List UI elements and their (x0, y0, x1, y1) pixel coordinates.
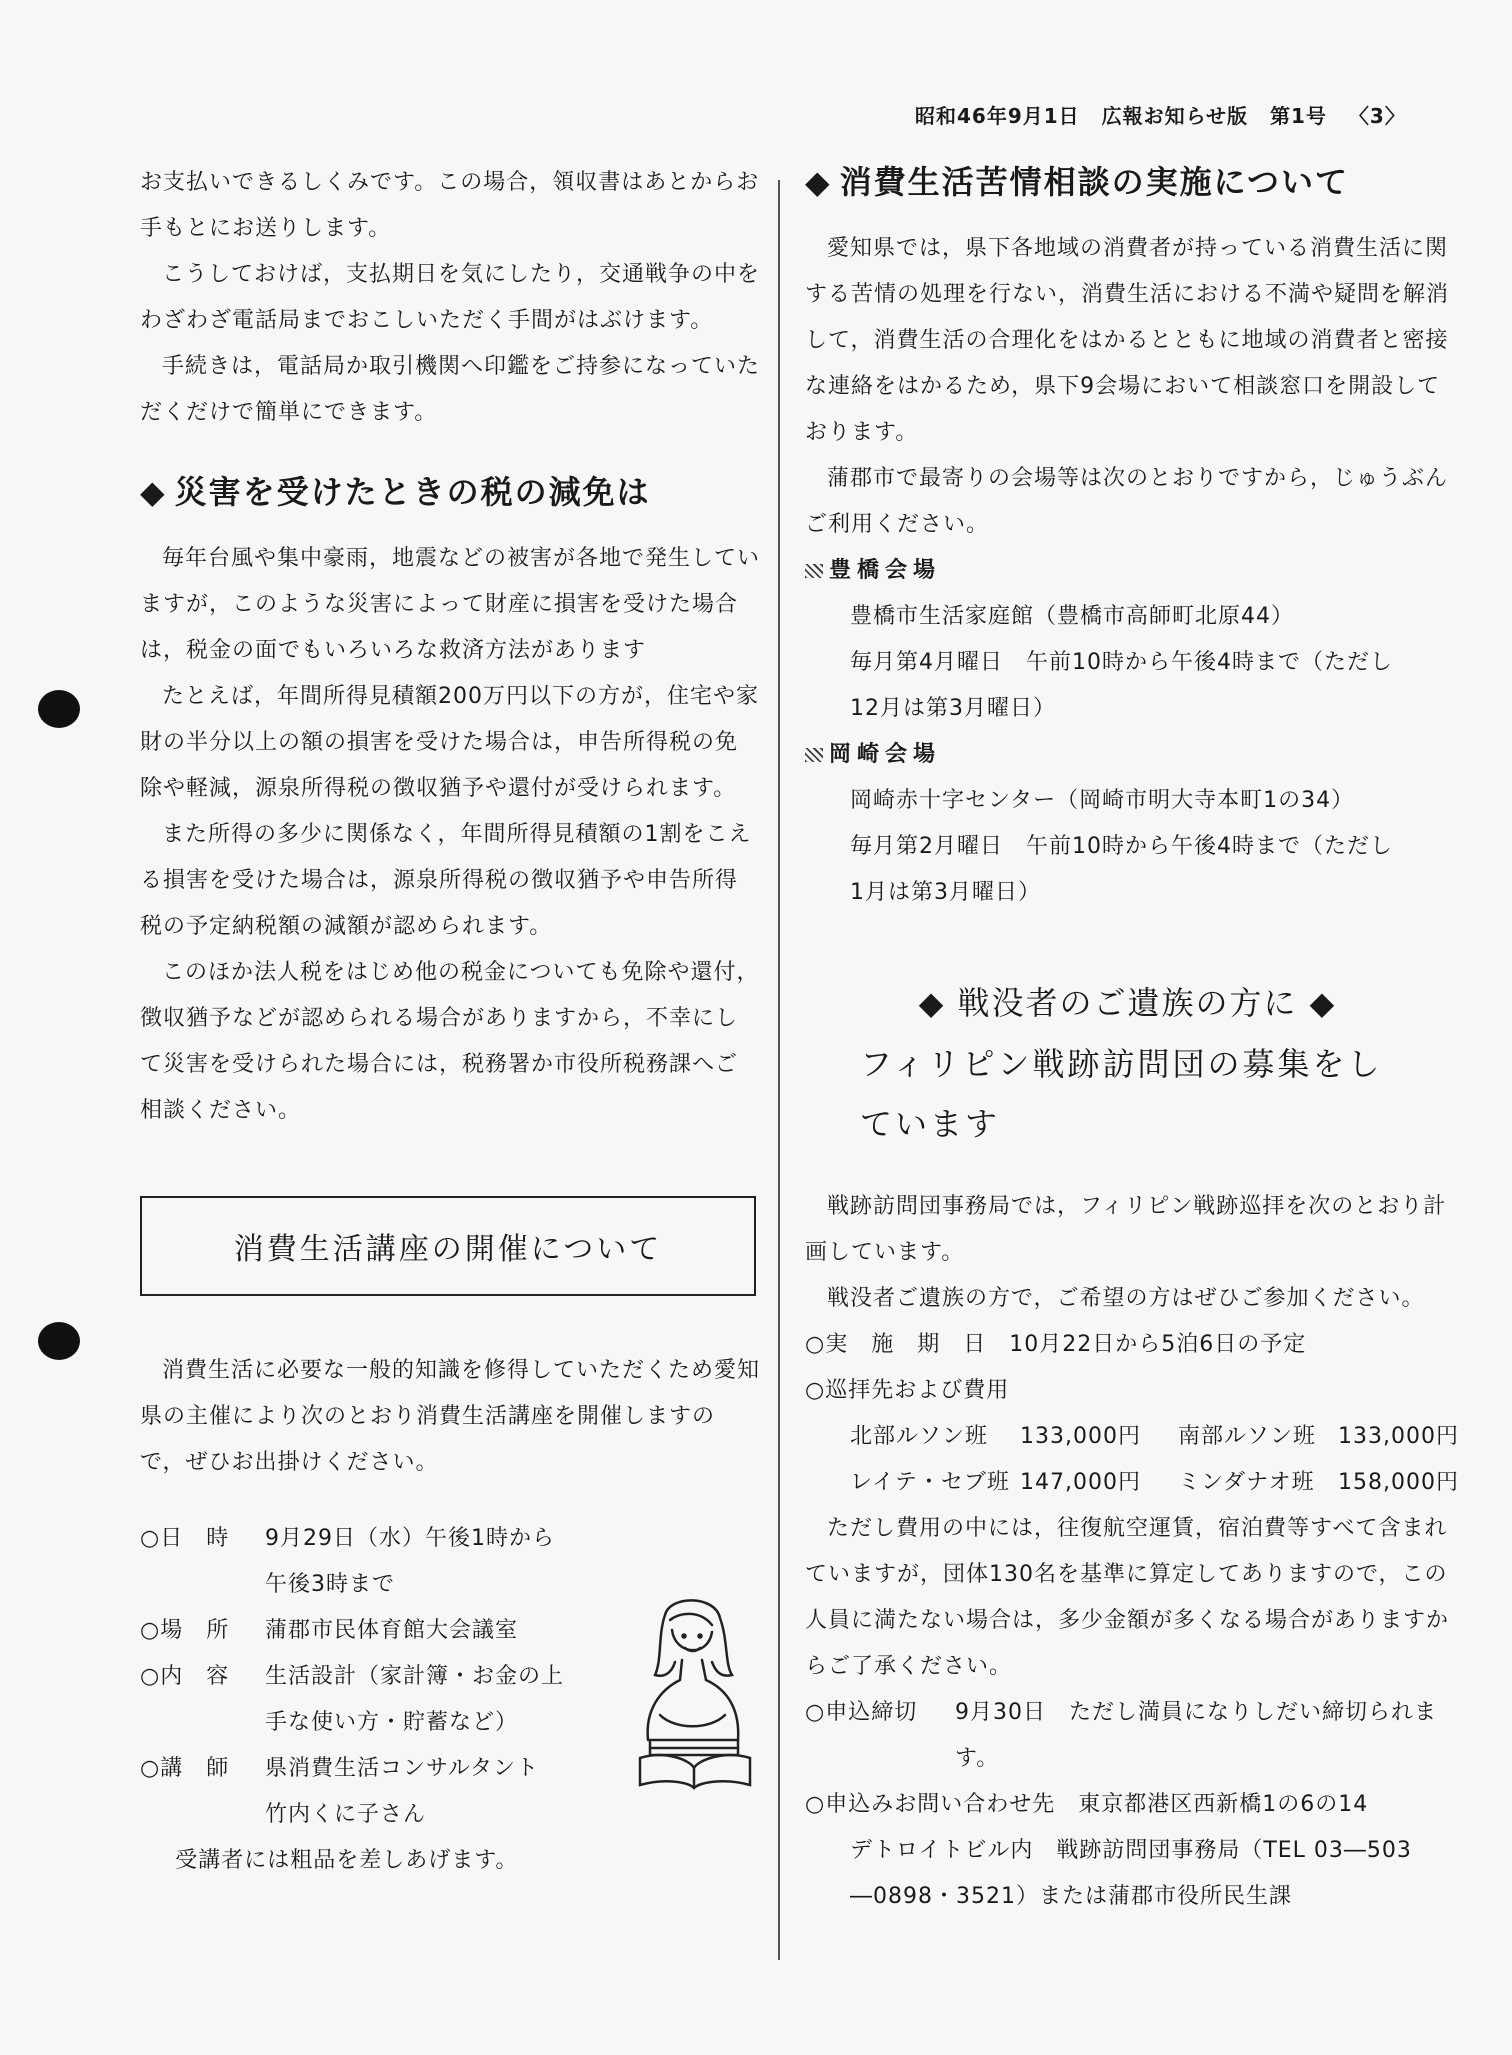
course-item-content: ○内 容 生活設計（家計簿・お金の上 (140, 1664, 565, 1689)
war-deadline: ○申込締切 9月30日 ただし満員になりしだい締切られます。 (805, 1700, 1437, 1771)
venue-detail: 12月は第3月曜日） (850, 696, 1056, 721)
hatch-bullet-icon (805, 564, 823, 578)
venue-detail: 毎月第2月曜日 午前10時から午後4時まで（ただし (850, 834, 1393, 859)
course-paragraph: 消費生活に必要な一般的知識を修得していただくため愛知県の主催により次のとおり消費生活講座を開催しますので，ぜひお出掛けください。 (140, 1358, 761, 1475)
intro-paragraph: 手続きは，電話局か取引機関へ印鑑をご持参になっていただくだけで簡単にできます。 (140, 354, 761, 425)
war-section-heading: ◆ 戦没者のご遺族の方に ◆ (918, 984, 1337, 1022)
binder-hole (38, 690, 80, 728)
venue-detail: 岡崎赤十字センター（岡崎市明大寺本町1の34） (850, 788, 1355, 813)
header-publication: 広報お知らせ版 (1101, 104, 1249, 128)
course-item-lecturer: ○講 師 県消費生活コンサルタント (140, 1756, 540, 1781)
course-section-heading: 消費生活講座の開催について (140, 1196, 756, 1296)
left-column: お支払いできるしくみです。この場合，領収書はあとからお手もとにお送りします。 こうしておけば，支払期日を気にしたり，交通戦争の中をわざわざ電話局までおこしいただく手間がはぶけます。 手続きは，電話局か取引機関へ印鑑をご持参になっていただくだけで簡単にできます。 ◆ 災害を受けたときの税の減免は 毎年台風や集中豪雨，地震などの被害が各地で発生していますが，このような災害によって財産に損害を受けた場合は，税金の面でもいろいろな救済方法があります たとえば，年間所得見積額200万円以下の方が，住宅や家財の半分以上の額の損害を受けた場合は，申告所得税の免除や軽減，源泉所得税の徴収猶予や還付が受けられます。 また所得の多少に関係なく，年間所得見積額の1割をこえる損害を受けた場合は，源泉所得税の徴収猶予や申告所得税の予定納税額の減額が認められます。 このほか法人税をはじめ他の税金についても免除や還付，徴収猶予などが認められる場合がありますから，不幸にして災害を受けられた場合には，税務署か市役所税務課へご相談ください。 消費生活講座の開催について 消費生活に必要な一般的知識を修得していただくため愛知県の主催により次のとおり消費生活講座を開催しますので，ぜひお出掛けください。 ○日 時 9月29日（水）午後1時から 午後3時まで ○場 所 蒲郡市民体育館大会議室 ○内 容 生活設計（家計簿・お金の上 手な使い方・貯蓄など） ○講 師 県消費生活コンサルタント 竹内くに子さん 受講者には粗品を差しあげます。 (140, 160, 760, 1884)
consult-section-heading: ◆ 消費生活苦情相談の実施について (805, 163, 1349, 201)
war-fees-row: 北部ルソン班 133,000円 南部ルソン班 133,000円 (850, 1424, 1459, 1449)
war-contact: ○申込みお問い合わせ先 東京都港区西新橋1の6の14 (805, 1792, 1369, 1817)
consult-paragraph: 愛知県では，県下各地域の消費者が持っている消費生活に関する苦情の処理を行ない，消費生活における不満や疑問を解消して，消費生活の合理化をはかるとともに地域の消費者と密接な連絡をはかるため，県下9会場において相談窓口を開設しております。 (805, 236, 1450, 445)
tax-paragraph: たとえば，年間所得見積額200万円以下の方が，住宅や家財の半分以上の額の損害を受けた場合は，申告所得税の免除や軽減，源泉所得税の徴収猶予や還付が受けられます。 (140, 684, 759, 801)
binder-hole (38, 1322, 80, 1360)
diamond-icon: ◆ (805, 163, 832, 201)
war-fee-note: ただし費用の中には，往復航空運賃，宿泊費等すべて含まれていますが，団体130名を基準に算定してありますので，この人員に満たない場合は，多少金額が多くなる場合がありますからご了承ください。 (805, 1516, 1450, 1679)
woman-reading-illustration (620, 1590, 770, 1790)
war-contact-line: デトロイトビル内 戦跡訪問団事務局（TEL 03―503 (850, 1838, 1412, 1863)
venue-detail: 毎月第4月曜日 午前10時から午後4時まで（ただし (850, 650, 1393, 675)
venue-okazaki-title: 岡崎会場 (805, 732, 1450, 778)
diamond-icon: ◆ (918, 984, 946, 1022)
intro-paragraph: こうしておけば，支払期日を気にしたり，交通戦争の中をわざわざ電話局までおこしいただく手間がはぶけます。 (140, 262, 761, 333)
column-divider (778, 180, 780, 1960)
right-column (805, 160, 1459, 1920)
course-item-place: ○場 所 蒲郡市民体育館大会議室 (140, 1618, 519, 1643)
war-section-subtitle: フィリピン戦跡訪問団の募集をし ています (860, 1045, 1383, 1143)
war-paragraph: 戦跡訪問団事務局では，フィリピン戦跡巡拝を次のとおり計画しています。 (805, 1194, 1447, 1265)
header-issue: 第1号 (1270, 104, 1327, 128)
venue-toyohashi-title: 豊橋会場 (805, 548, 1450, 594)
war-contact-line: ―0898・3521）または蒲郡市役所民生課 (850, 1884, 1292, 1909)
venue-detail: 豊橋市生活家庭館（豊橋市高師町北原44） (850, 604, 1294, 629)
diamond-icon: ◆ (1309, 984, 1337, 1022)
intro-paragraph: お支払いできるしくみです。この場合，領収書はあとからお手もとにお送りします。 (140, 170, 760, 241)
war-paragraph: 戦没者ご遺族の方で，ご希望の方はぜひご参加ください。 (827, 1286, 1425, 1311)
header-page-number: 〈3〉 (1348, 104, 1406, 128)
war-fees-label: ○巡拝先および費用 (805, 1378, 1010, 1403)
war-period: ○実 施 期 日 10月22日から5泊6日の予定 (805, 1332, 1307, 1357)
hatch-bullet-icon (805, 748, 823, 762)
tax-section-heading: ◆ 災害を受けたときの税の減免は (140, 473, 651, 511)
tax-paragraph: このほか法人税をはじめ他の税金についても免除や還付，徴収猶予などが認められる場合がありますから，不幸にして災害を受けられた場合には，税務署か市役所税務課へご相談ください。 (140, 960, 760, 1123)
course-item-datetime: ○日 時 9月29日（水）午後1時から (140, 1526, 555, 1551)
war-fees-row: レイテ・セブ班 147,000円 ミンダナオ班 158,000円 (850, 1470, 1459, 1495)
course-footer: 受講者には粗品を差しあげます。 (175, 1848, 519, 1873)
consult-paragraph: 蒲郡市で最寄りの会場等は次のとおりですから，じゅうぶんご利用ください。 (805, 466, 1449, 537)
header-date: 昭和46年9月1日 (915, 104, 1080, 128)
diamond-icon: ◆ (140, 473, 167, 511)
tax-paragraph: また所得の多少に関係なく，年間所得見積額の1割をこえる損害を受けた場合は，源泉所得税の徴収猶予や申告所得税の予定納税額の減額が認められます。 (140, 822, 752, 939)
venue-detail: 1月は第3月曜日） (850, 880, 1041, 905)
page-header (915, 100, 1420, 129)
tax-paragraph: 毎年台風や集中豪雨，地震などの被害が各地で発生していますが，このような災害によって財産に損害を受けた場合は，税金の面でもいろいろな救済方法があります (140, 546, 761, 663)
